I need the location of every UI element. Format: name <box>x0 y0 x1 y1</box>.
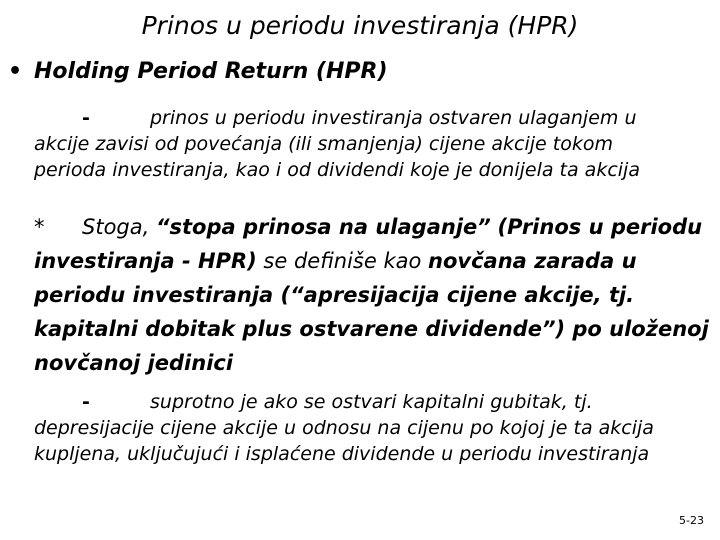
bullet-heading <box>8 58 388 86</box>
dash-marker: - <box>82 391 90 413</box>
statement-line: periodu investiranja (“apresijacija cijene akcije, tj. <box>34 283 635 307</box>
statement-line: kapitalni dobitak plus ostvarene dividende”) po uloženoj <box>34 317 709 341</box>
page-number: 5-23 <box>679 514 704 527</box>
contrast-paragraph <box>34 389 716 467</box>
asterisk-marker: * <box>34 215 45 239</box>
paragraph-line: - prinos u periodu investiranja ostvaren ulaganjem u <box>34 105 714 131</box>
key-statement <box>34 210 714 380</box>
bullet-heading-text: Holding Period Return (HPR) <box>34 59 388 84</box>
dash-marker: - <box>82 107 90 129</box>
bullet-marker: • <box>8 59 23 84</box>
paragraph-line: perioda investiranja, kao i od dividendi koje je donijela ta akcija <box>34 159 640 181</box>
slide-title: Prinos u periodu investiranja (HPR) <box>141 11 579 40</box>
statement-line: * Stoga, “stopa prinosa na ulaganje” (Prinos u periodu <box>34 210 714 244</box>
definition-paragraph <box>34 105 714 183</box>
paragraph-line: kupljena, uključujući i isplaćene dividende u periodu investiranja <box>34 443 650 465</box>
paragraph-line: akcije zavisi od povećanja (ili smanjenja) cijene akcije tokom <box>34 133 613 155</box>
paragraph-line: depresijacije cijene akcije u odnosu na cijenu po kojoj je ta akcija <box>34 417 654 439</box>
statement-line: novčanoj jedinici <box>34 351 234 375</box>
statement-line: investiranja - HPR) se definiše kao novčana zarada u <box>34 249 637 273</box>
paragraph-line: - suprotno je ako se ostvari kapitalni gubitak, tj. <box>34 389 716 415</box>
